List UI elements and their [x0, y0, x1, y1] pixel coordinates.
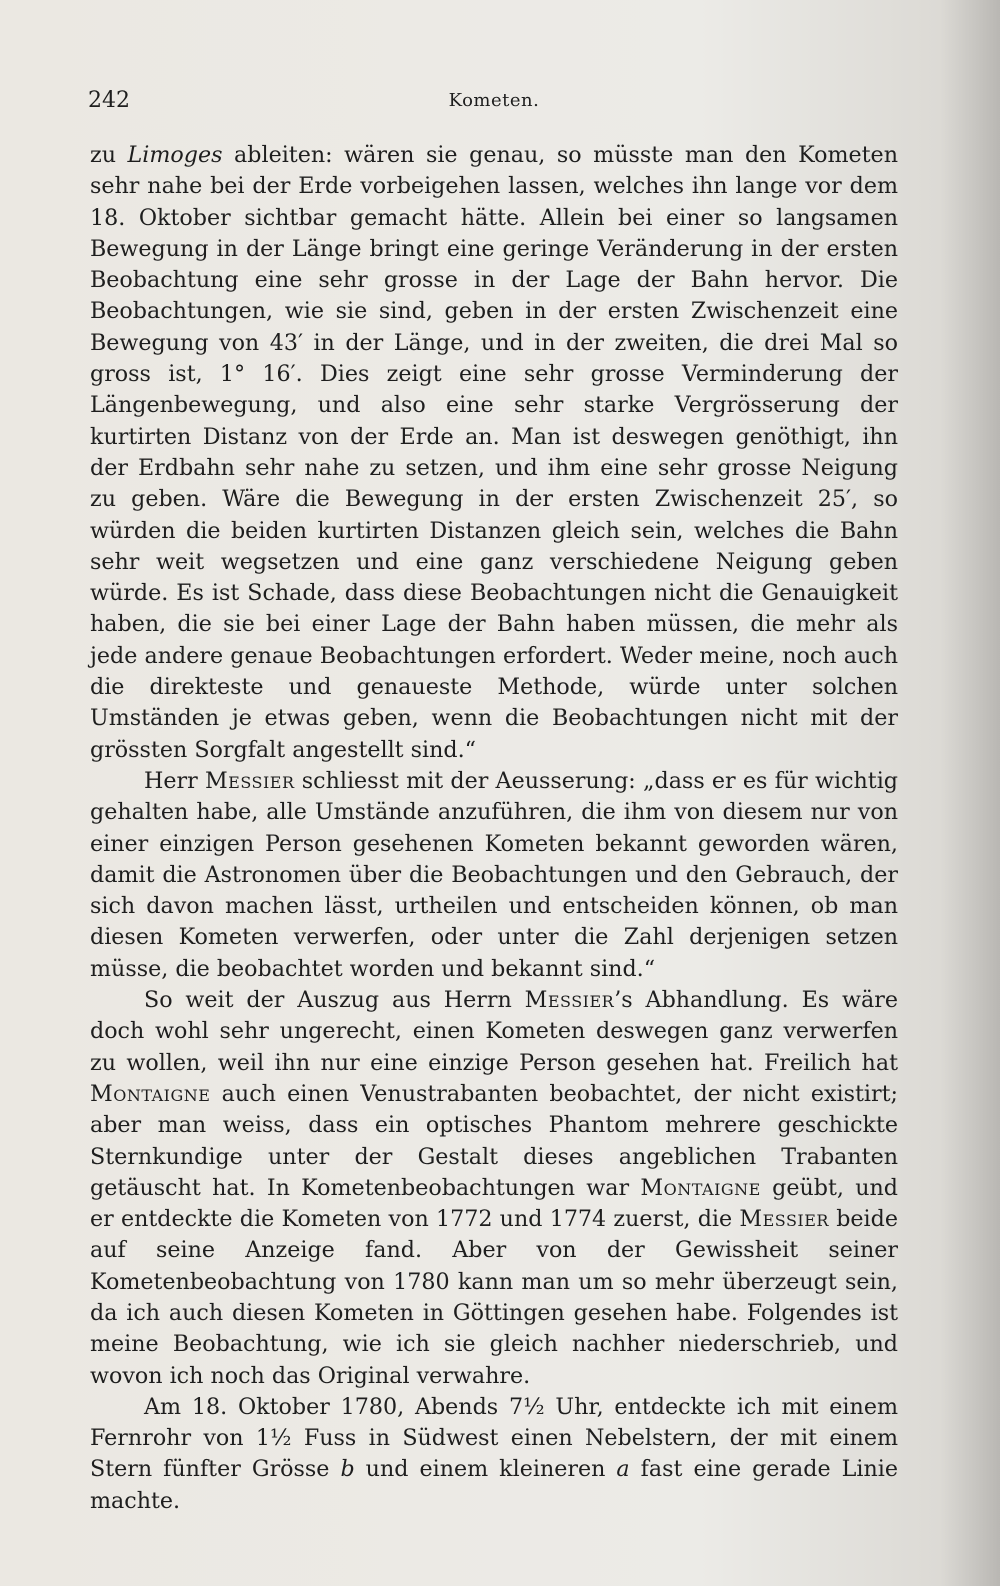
text-run: zu — [90, 142, 128, 168]
text-run: So weit der Auszug aus Herrn — [144, 987, 525, 1014]
paragraph-2 — [90, 766, 898, 985]
person-name-messier: Messier — [739, 1206, 829, 1233]
text-run: ableiten: wären sie genau, so müsste man den Kometen sehr nahe bei der Erde vorbeigehen lassen, welches ihn lange vor dem 18. Oktober sichtbar gemacht hätte. Allein bei einer so langsamen Bewegung in der Länge bringt eine geringe Veränderung in der ersten Beobachtung eine sehr grosse in der Lage der Bahn hervor. Die Beobachtungen, wie sie sind, geben in der ersten Zwischenzeit eine Bewegung von 43′ in der Länge, und in der zweiten, die drei Mal so gross ist, 1° 16′. Dies zeigt eine sehr grosse Verminderung der Längenbewegung, und also eine sehr starke Vergrösserung der kurtirten Distanz von der Erde an. Man ist deswegen genöthigt, ihn der Erdbahn sehr nahe zu setzen, und ihm eine sehr grosse Neigung zu geben. Wäre die Bewegung in der ersten Zwischenzeit 25′, so würden die beiden kurtirten Distanzen gleich sein, welches die Bahn sehr weit wegsetzen und eine ganz verschiedene Neigung geben würde. Es ist Schade, dass diese Beobachtungen nicht die Genauigkeit haben, die sie bei einer Lage der Bahn haben müssen, die mehr als jede andere genaue Beobachtungen erfordert. Weder meine, noch auch die direkteste und genaueste Methode, würde unter solchen Umständen je etwas geben, wenn die Beobachtungen nicht mit der grössten Sorgfalt angestellt sind.“ — [90, 142, 898, 763]
text-run: fast eine gerade Linie machte. — [90, 1456, 898, 1514]
paragraph-4 — [90, 1392, 898, 1517]
text-run: geübt, und er entdeckte die Kometen von 1772 und 1774 zuerst, die — [90, 1174, 899, 1233]
text-run: ’s Abhandlung. Es wäre doch wohl sehr ungerecht, einen Kometen deswegen ganz verwerfen zu wollen, weil ihn nur eine einzige Person gesehen hat. Freilich hat — [90, 987, 898, 1076]
text-run: und einem kleineren — [354, 1456, 617, 1483]
paragraph-3 — [90, 985, 898, 1392]
person-name-montaigne: Montaigne — [90, 1080, 211, 1107]
person-name-messier: Messier — [524, 987, 615, 1014]
text-run: Am 18. Oktober 1780, Abends 7½ Uhr, entdeckte ich mit einem Fernrohr von 1½ Fuss in Südwest einen Nebelstern, der mit einem Stern fünfter Grösse — [90, 1393, 898, 1483]
text-run: beide auf seine Anzeige fand. Aber von der Gewissheit seiner Kometenbeobachtung von 1780 kann man um so mehr überzeugt sein, da ich auch diesen Kometen in Göttingen gesehen habe. Folgendes ist meine Beobachtung, wie ich sie gleich nachher niederschrieb, und wovon ich noch das Original verwahre. — [90, 1206, 898, 1389]
page-header — [88, 88, 900, 122]
body-text — [90, 140, 898, 1517]
text-run: auch einen Venustrabanten beobachtet, der nicht existirt; aber man weiss, dass ein optisches Phantom mehrere geschickte Sternkundige unter der Gestalt dieses angeblichen Trabanten getäuscht hat. In Kometenbeobachtungen war — [90, 1080, 898, 1201]
place-name-limoges: Limoges — [127, 142, 223, 168]
person-name-montaigne: Montaigne — [640, 1174, 761, 1201]
page-number: 242 — [88, 88, 130, 113]
star-label-a: a — [616, 1456, 630, 1483]
text-run: Herr — [144, 767, 205, 794]
person-name-messier: Messier — [204, 767, 295, 794]
paragraph-1 — [90, 140, 898, 766]
running-title: Kometen. — [448, 90, 540, 111]
text-run: schliesst mit der Aeusserung: „dass er es für wichtig gehalten habe, alle Umstände anzuführen, die ihm von diesem nur von einer einzigen Person gesehenen Kometen bekannt geworden wären, damit die Astronomen über die Beobachtungen und den Gebrauch, der sich davon machen lässt, urtheilen und entscheiden können, ob man diesen Kometen verwerfen, oder unter die Zahl derjenigen setzen müsse, die beobachtet worden und bekannt sind.“ — [90, 767, 899, 982]
star-label-b: b — [340, 1456, 355, 1483]
